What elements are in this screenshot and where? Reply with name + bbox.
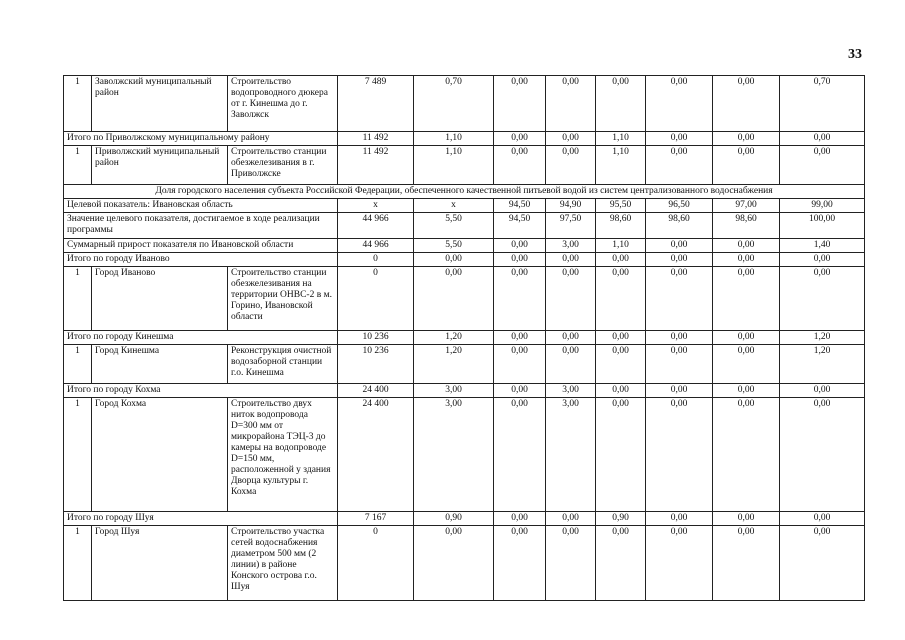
row-number: 1 bbox=[64, 76, 92, 132]
project-row bbox=[64, 398, 865, 512]
table-cell: 1,10 bbox=[414, 132, 494, 146]
row-number: 1 bbox=[64, 398, 92, 512]
table-cell: 3,00 bbox=[546, 398, 596, 512]
table-cell: 0,70 bbox=[780, 76, 865, 132]
table-cell: 3,00 bbox=[414, 398, 494, 512]
table-cell: 0,00 bbox=[414, 526, 494, 601]
table-cell: 98,60 bbox=[596, 213, 646, 239]
total-row bbox=[64, 512, 865, 526]
table-cell: 98,60 bbox=[713, 213, 780, 239]
table-cell: 100,00 bbox=[780, 213, 865, 239]
table-cell: 0,00 bbox=[646, 331, 713, 345]
table-cell: 0,00 bbox=[646, 345, 713, 384]
table-cell: 0,00 bbox=[546, 345, 596, 384]
project-row bbox=[64, 526, 865, 601]
table-cell: 0,00 bbox=[596, 398, 646, 512]
table-cell: 0,00 bbox=[646, 239, 713, 253]
table-cell: 94,90 bbox=[546, 199, 596, 213]
project-description: Строительство водопроводного дюкера от г. Кинешма до г. Заволжск bbox=[228, 76, 338, 132]
project-description: Строительство участка сетей водоснабжения диаметром 500 мм (2 линии) в районе Конского острова г.о. Шуя bbox=[228, 526, 338, 601]
section-heading: Доля городского населения субъекта Российской Федерации, обеспеченного качественной питьевой водой из систем централизованного водоснабжения bbox=[64, 185, 865, 199]
table-cell: 0,00 bbox=[494, 76, 546, 132]
table-cell: 0,00 bbox=[596, 526, 646, 601]
municipality-cell: Заволжский муниципальный район bbox=[92, 76, 228, 132]
municipality-cell: Город Иваново bbox=[92, 267, 228, 331]
table-cell: 98,60 bbox=[646, 213, 713, 239]
table-cell: 0,00 bbox=[646, 146, 713, 185]
table-cell: 1,20 bbox=[780, 331, 865, 345]
table-cell: 0,00 bbox=[646, 526, 713, 601]
row-number: 1 bbox=[64, 526, 92, 601]
table-cell: 3,00 bbox=[546, 384, 596, 398]
table-cell: 44 966 bbox=[338, 239, 414, 253]
table-cell: 0,70 bbox=[414, 76, 494, 132]
row-number: 1 bbox=[64, 146, 92, 185]
municipality-cell: Город Кинешма bbox=[92, 345, 228, 384]
table-cell: 0,00 bbox=[713, 132, 780, 146]
table-cell: 1,40 bbox=[780, 239, 865, 253]
table-cell: 3,00 bbox=[414, 384, 494, 398]
table-cell: 95,50 bbox=[596, 199, 646, 213]
table-cell: 0,00 bbox=[546, 132, 596, 146]
table-cell: 1,10 bbox=[414, 146, 494, 185]
table-cell: 0,00 bbox=[646, 132, 713, 146]
table-cell: 0,00 bbox=[646, 76, 713, 132]
table-cell: 0,00 bbox=[494, 512, 546, 526]
table-cell: 1,10 bbox=[596, 132, 646, 146]
page-number: 33 bbox=[848, 47, 862, 62]
table-cell: 0,00 bbox=[713, 384, 780, 398]
table-cell: 0,00 bbox=[780, 512, 865, 526]
table-cell: 0,00 bbox=[713, 146, 780, 185]
table-cell: 7 489 bbox=[338, 76, 414, 132]
row-label: Суммарный прирост показателя по Ивановской области bbox=[64, 239, 338, 253]
table-cell: 0,00 bbox=[494, 132, 546, 146]
total-row bbox=[64, 384, 865, 398]
table-cell: 0,00 bbox=[596, 345, 646, 384]
project-description: Строительство станции обезжелезивания на территории ОНВС-2 в м. Горино, Ивановской области bbox=[228, 267, 338, 331]
table-cell: 0,00 bbox=[646, 512, 713, 526]
row-label: Итого по городу Кинешма bbox=[64, 331, 338, 345]
table-cell: 0,00 bbox=[780, 146, 865, 185]
table-cell: 1,10 bbox=[596, 146, 646, 185]
table-cell: 0,00 bbox=[596, 253, 646, 267]
total-row bbox=[64, 213, 865, 239]
table-cell: 1,20 bbox=[414, 345, 494, 384]
table-cell: 0,00 bbox=[596, 76, 646, 132]
row-label: Целевой показатель: Ивановская область bbox=[64, 199, 338, 213]
table-cell: 0,00 bbox=[546, 146, 596, 185]
table-cell: 24 400 bbox=[338, 398, 414, 512]
table-cell: 0,00 bbox=[713, 253, 780, 267]
table-cell: 0 bbox=[338, 526, 414, 601]
table-cell: 0,00 bbox=[713, 76, 780, 132]
table-cell: 0,00 bbox=[596, 384, 646, 398]
total-row bbox=[64, 132, 865, 146]
table-cell: 0,90 bbox=[414, 512, 494, 526]
municipality-cell: Город Шуя bbox=[92, 526, 228, 601]
table-cell: 0,00 bbox=[494, 239, 546, 253]
table-cell: 10 236 bbox=[338, 331, 414, 345]
table-cell: x bbox=[338, 199, 414, 213]
row-number: 1 bbox=[64, 267, 92, 331]
table-cell: 1,20 bbox=[780, 345, 865, 384]
table-cell: 0,00 bbox=[780, 267, 865, 331]
table-cell: 0,00 bbox=[713, 239, 780, 253]
table-cell: 5,50 bbox=[414, 239, 494, 253]
table-cell: 0,00 bbox=[713, 526, 780, 601]
project-row bbox=[64, 345, 865, 384]
table-cell: 94,50 bbox=[494, 199, 546, 213]
table-cell: 0,00 bbox=[780, 398, 865, 512]
table-cell: 0,00 bbox=[494, 146, 546, 185]
table-cell: 0,00 bbox=[494, 331, 546, 345]
table-cell: 0,00 bbox=[494, 526, 546, 601]
total-row bbox=[64, 331, 865, 345]
project-row bbox=[64, 267, 865, 331]
table-cell: 0,00 bbox=[494, 267, 546, 331]
table-cell: 0,00 bbox=[494, 345, 546, 384]
row-label: Итого по Приволжскому муниципальному району bbox=[64, 132, 338, 146]
table-cell: 7 167 bbox=[338, 512, 414, 526]
table-cell: 0,00 bbox=[646, 253, 713, 267]
table-cell: 0,00 bbox=[414, 267, 494, 331]
total-row bbox=[64, 239, 865, 253]
table-cell: 44 966 bbox=[338, 213, 414, 239]
table-cell: 11 492 bbox=[338, 132, 414, 146]
table-cell: 0,00 bbox=[494, 253, 546, 267]
table-cell: 99,00 bbox=[780, 199, 865, 213]
table-cell: 0,00 bbox=[546, 253, 596, 267]
table-cell: 24 400 bbox=[338, 384, 414, 398]
table-cell: 0,00 bbox=[646, 384, 713, 398]
table-cell: 0,00 bbox=[494, 398, 546, 512]
table-cell: 0,00 bbox=[713, 331, 780, 345]
program-table bbox=[63, 75, 865, 601]
total-row bbox=[64, 199, 865, 213]
project-row bbox=[64, 146, 865, 185]
table-cell: 1,20 bbox=[414, 331, 494, 345]
table-cell: 0,00 bbox=[780, 526, 865, 601]
project-description: Реконструкция очистной водозаборной станции г.о. Кинешма bbox=[228, 345, 338, 384]
table-cell: 0,00 bbox=[780, 132, 865, 146]
table-cell: 0,00 bbox=[713, 345, 780, 384]
table-cell: 0,00 bbox=[713, 398, 780, 512]
table-cell: 0,00 bbox=[546, 267, 596, 331]
table-cell: 94,50 bbox=[494, 213, 546, 239]
row-number: 1 bbox=[64, 345, 92, 384]
table-cell: 0,00 bbox=[780, 384, 865, 398]
table-cell: 11 492 bbox=[338, 146, 414, 185]
table-cell: 97,50 bbox=[546, 213, 596, 239]
table-cell: x bbox=[414, 199, 494, 213]
project-description: Строительство станции обезжелезивания в г. Приволжске bbox=[228, 146, 338, 185]
table-cell: 0,00 bbox=[546, 526, 596, 601]
table-cell: 0,00 bbox=[494, 384, 546, 398]
table-cell: 0,90 bbox=[596, 512, 646, 526]
table-cell: 0,00 bbox=[646, 267, 713, 331]
project-description: Строительство двух ниток водопровода D=300 мм от микрорайона ТЭЦ-3 до камеры на водопроводе D=150 мм, расположенной у здания Дворца культуры г. Кохма bbox=[228, 398, 338, 512]
table-cell: 10 236 bbox=[338, 345, 414, 384]
table-cell: 1,10 bbox=[596, 239, 646, 253]
table-cell: 0,00 bbox=[546, 76, 596, 132]
table-cell: 0,00 bbox=[596, 331, 646, 345]
table-cell: 0 bbox=[338, 253, 414, 267]
row-label: Итого по городу Шуя bbox=[64, 512, 338, 526]
total-row bbox=[64, 253, 865, 267]
section-heading-row bbox=[64, 185, 865, 199]
table-cell: 0,00 bbox=[713, 267, 780, 331]
table-cell: 0,00 bbox=[414, 253, 494, 267]
table-cell: 0,00 bbox=[546, 331, 596, 345]
row-label: Итого по городу Кохма bbox=[64, 384, 338, 398]
table-cell: 0,00 bbox=[546, 512, 596, 526]
table-cell: 3,00 bbox=[546, 239, 596, 253]
row-label: Значение целевого показателя, достигаемое в ходе реализации программы bbox=[64, 213, 338, 239]
table-cell: 0,00 bbox=[596, 267, 646, 331]
table-cell: 0,00 bbox=[713, 512, 780, 526]
table-cell: 96,50 bbox=[646, 199, 713, 213]
table-cell: 97,00 bbox=[713, 199, 780, 213]
project-row bbox=[64, 76, 865, 132]
municipality-cell: Приволжский муниципальный район bbox=[92, 146, 228, 185]
table-cell: 5,50 bbox=[414, 213, 494, 239]
table-cell: 0 bbox=[338, 267, 414, 331]
table-cell: 0,00 bbox=[646, 398, 713, 512]
row-label: Итого по городу Иваново bbox=[64, 253, 338, 267]
table-cell: 0,00 bbox=[780, 253, 865, 267]
municipality-cell: Город Кохма bbox=[92, 398, 228, 512]
